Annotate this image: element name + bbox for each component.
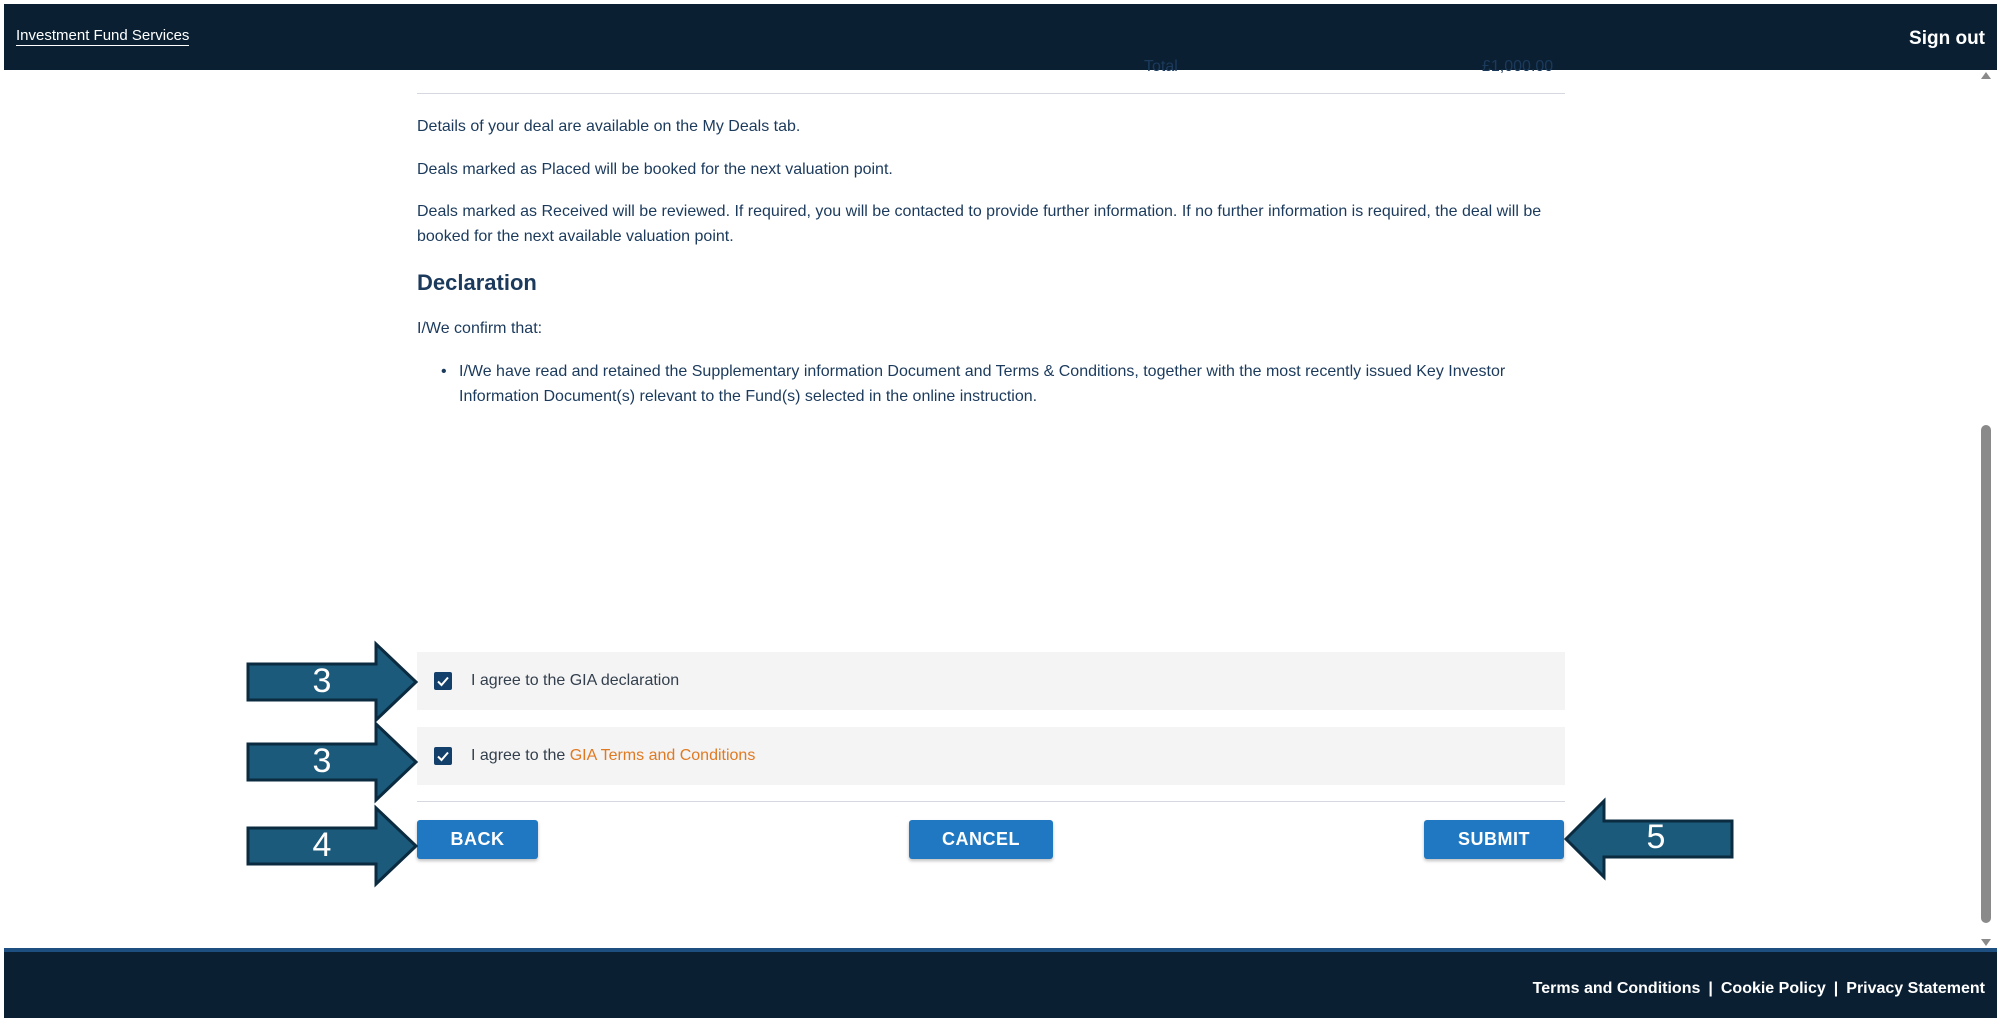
declaration-bullet-line-1: I/We have read and retained the Supplementary information Document and Terms & Conditions, together with the most recently issued Key Investor <box>459 363 1506 380</box>
declaration-confirm-text: I/We confirm that: <box>417 320 543 337</box>
annotation-number: 4 <box>312 826 332 864</box>
gia-terms-link[interactable]: GIA Terms and Conditions <box>569 747 756 764</box>
scroll-up-arrow-icon[interactable] <box>1981 72 1991 79</box>
footer-cookie-link[interactable]: Cookie Policy <box>1720 980 1826 997</box>
info-paragraph-placed: Deals marked as Placed will be booked for the next valuation point. <box>417 161 893 178</box>
declaration-bullet-list <box>437 359 1537 409</box>
scroll-down-arrow-icon[interactable] <box>1981 939 1991 946</box>
info-paragraph-received <box>417 199 1565 249</box>
page-footer <box>4 952 1997 1018</box>
scroll-thumb[interactable] <box>1981 425 1991 923</box>
gia-terms-label <box>471 747 755 765</box>
checkmark-icon <box>436 749 450 763</box>
bullet-dot-icon: • <box>441 363 447 380</box>
back-button[interactable]: BACK <box>417 820 538 859</box>
annotation-number: 3 <box>312 742 332 780</box>
deal-total-value: £1,000.00 <box>1482 58 1554 75</box>
footer-privacy-link[interactable]: Privacy Statement <box>1846 980 1985 997</box>
gia-declaration-label: I agree to the GIA declaration <box>471 672 680 689</box>
annotation-number: 5 <box>1646 818 1666 856</box>
footer-separator: | <box>1833 980 1839 997</box>
footer-separator: | <box>1708 980 1713 997</box>
declaration-heading: Declaration <box>417 270 537 295</box>
deal-total-label: Total <box>1144 58 1178 75</box>
annotation-number: 3 <box>312 662 332 700</box>
info-paragraph-received-line-1: Deals marked as Received will be reviewed. If required, you will be contacted to provide further information. If no further information is required, the deal will be <box>417 203 1542 220</box>
footer-terms-link[interactable]: Terms and Conditions <box>1532 980 1701 997</box>
brand-link[interactable]: Investment Fund Services <box>16 27 190 44</box>
declaration-bullet-item <box>437 359 1537 409</box>
info-paragraph-received-line-2: booked for the next available valuation point. <box>417 228 734 245</box>
gia-terms-checkbox[interactable] <box>434 747 452 765</box>
checkmark-icon <box>436 674 450 688</box>
footer-links <box>1533 980 1985 998</box>
page-scrollbar[interactable] <box>1977 70 1997 948</box>
declaration-bullet-line-2: Information Document(s) relevant to the Fund(s) selected in the online instruction. <box>459 388 1038 405</box>
gia-declaration-checkbox[interactable] <box>434 672 452 690</box>
gia-declaration-row <box>417 652 1565 710</box>
gia-terms-prefix: I agree to the <box>471 747 570 764</box>
deal-total-row <box>417 58 1565 94</box>
info-paragraph-my-deals: Details of your deal are available on the My Deals tab. <box>417 118 801 135</box>
gia-terms-row <box>417 727 1565 785</box>
section-divider <box>417 801 1565 802</box>
top-header <box>4 4 1997 70</box>
sign-out-button[interactable]: Sign out <box>1909 28 1985 49</box>
cancel-button[interactable]: CANCEL <box>909 820 1053 859</box>
submit-button[interactable]: SUBMIT <box>1424 820 1564 859</box>
